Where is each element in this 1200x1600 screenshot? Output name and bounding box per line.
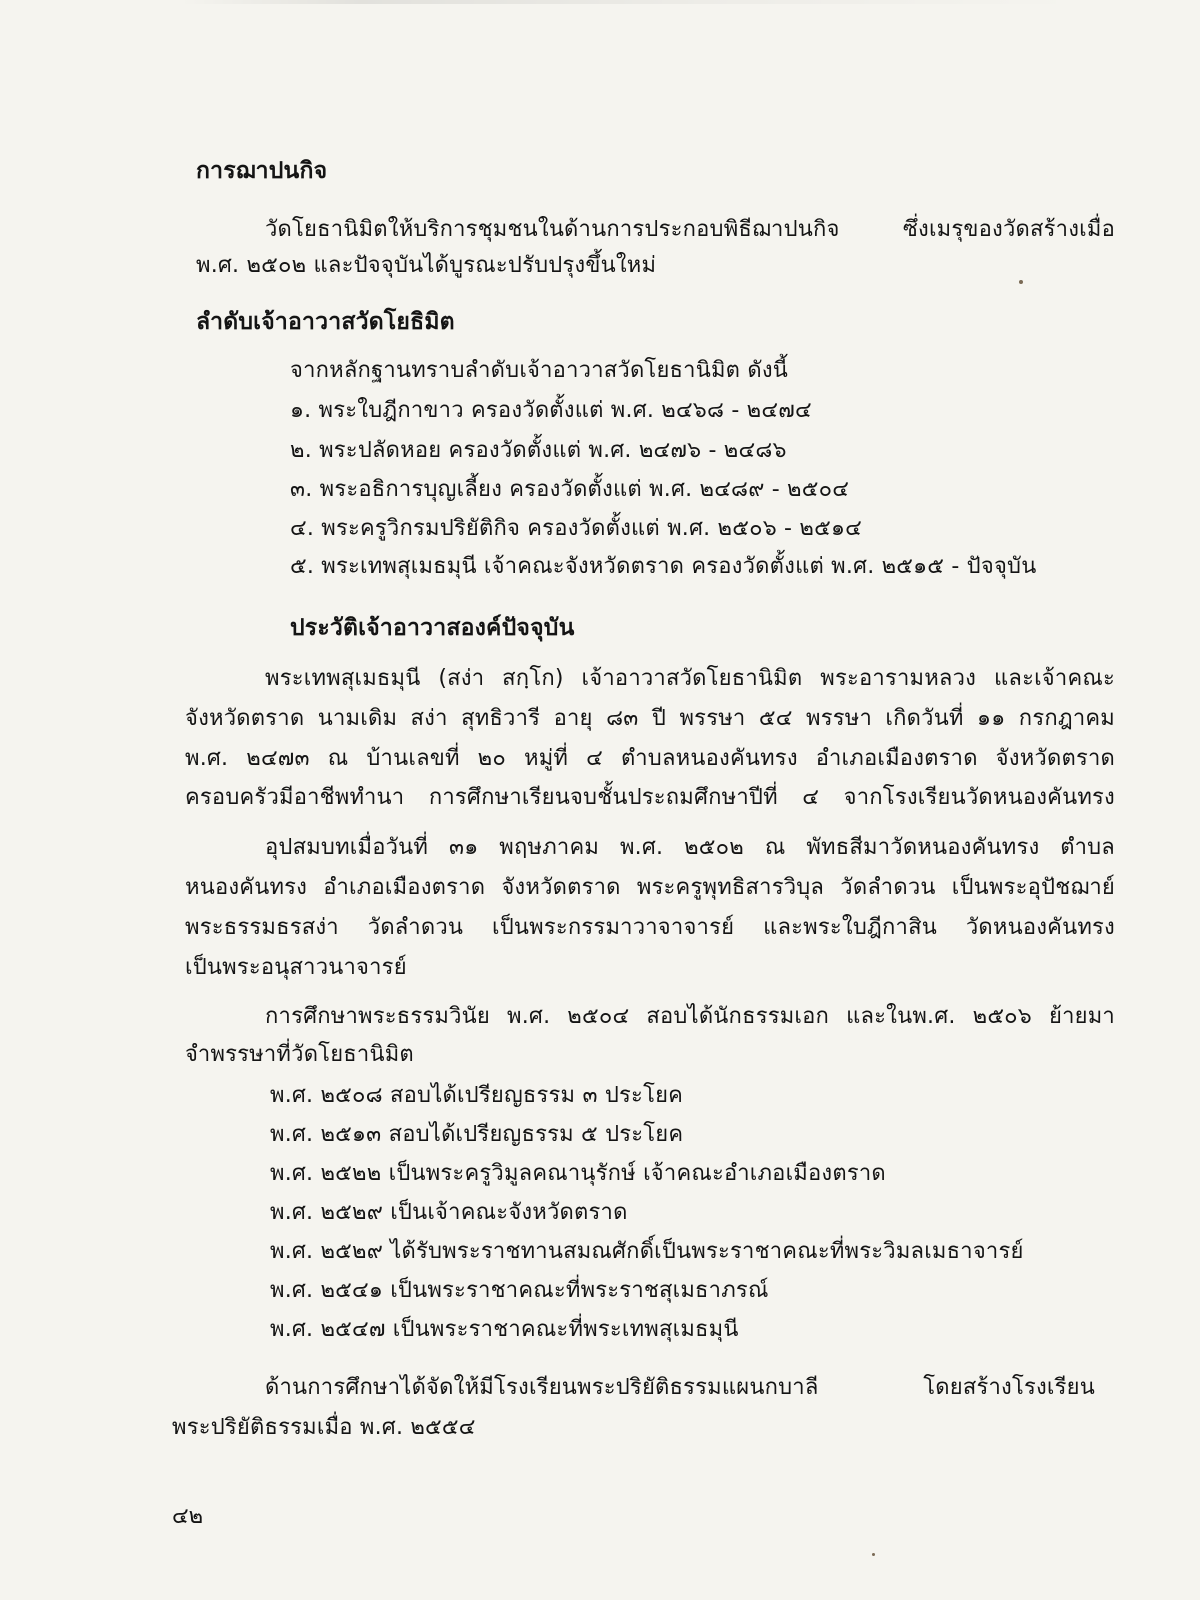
ordination-paragraph-line: หนองคันทรง อำเภอเมืองตราด จังหวัดตราด พระครูพุทธิสารวิบุล วัดลำดวน เป็นพระอุปัชฌาย์ [185, 875, 1115, 900]
abbot-list-item: ๒. พระปลัดหอย ครองวัดตั้งแต่ พ.ศ. ๒๔๗๖ - ๒๔๘๖ [290, 438, 787, 463]
heading-current-abbot: ประวัติเจ้าอาวาสองค์ปัจจุบัน [290, 615, 575, 641]
study-paragraph-line: จำพรรษาที่วัดโยธานิมิต [185, 1042, 414, 1067]
timeline-item: พ.ศ. ๒๕๑๓ สอบได้เปรียญธรรม ๕ ประโยค [270, 1122, 684, 1147]
abbot-list-item: ๓. พระอธิการบุญเลี้ยง ครองวัดตั้งแต่ พ.ศ. ๒๔๘๙ - ๒๕๐๔ [290, 477, 850, 502]
bio-paragraph-line: จังหวัดตราด นามเดิม สง่า สุทธิวารี อายุ ๘๓ ปี พรรษา ๕๔ พรรษา เกิดวันที่ ๑๑ กรกฎาคม [185, 706, 1115, 731]
funeral-text-line: วัดโยธานิมิตให้บริการชุมชนในด้านการประกอบพิธีฌาปนกิจ ซึ่งเมรุของวัดสร้างเมื่อ [265, 217, 1115, 242]
education-paragraph-line: พระปริยัติธรรมเมื่อ พ.ศ. ๒๕๕๔ [172, 1415, 476, 1440]
page-number: ๔๒ [172, 1504, 204, 1529]
education-paragraph-line: ด้านการศึกษาได้จัดให้มีโรงเรียนพระปริยัติธรรมแผนกบาลี โดยสร้างโรงเรียน [265, 1375, 1095, 1400]
timeline-item: พ.ศ. ๒๕๐๘ สอบได้เปรียญธรรม ๓ ประโยค [270, 1083, 684, 1108]
timeline-item: พ.ศ. ๒๕๒๙ เป็นเจ้าคณะจังหวัดตราด [270, 1200, 628, 1225]
bio-paragraph-line: พ.ศ. ๒๔๗๓ ณ บ้านเลขที่ ๒๐ หมู่ที่ ๔ ตำบลหนองคันทรง อำเภอเมืองตราด จังหวัดตราด [185, 746, 1115, 771]
study-paragraph-line: การศึกษาพระธรรมวินัย พ.ศ. ๒๕๐๔ สอบได้นักธรรมเอก และในพ.ศ. ๒๕๐๖ ย้ายมา [265, 1004, 1115, 1029]
heading-abbot-list: ลำดับเจ้าอาวาสวัดโยธิมิต [196, 309, 455, 335]
scan-speck [872, 1553, 875, 1556]
ordination-paragraph-line: เป็นพระอนุสาวนาจารย์ [185, 955, 407, 980]
timeline-item: พ.ศ. ๒๕๔๗ เป็นพระราชาคณะที่พระเทพสุเมธมุนี [270, 1317, 739, 1342]
funeral-text-line: พ.ศ. ๒๕๐๒ และปัจจุบันได้บูรณะปรับปรุงขึ้นใหม่ [196, 253, 657, 278]
heading-funeral: การฌาปนกิจ [196, 158, 328, 184]
abbot-list-item: ๕. พระเทพสุเมธมุนี เจ้าคณะจังหวัดตราด ครองวัดตั้งแต่ พ.ศ. ๒๕๑๕ - ปัจจุบัน [290, 554, 1037, 579]
abbot-list-intro: จากหลักฐานทราบลำดับเจ้าอาวาสวัดโยธานิมิต ดังนี้ [290, 358, 789, 383]
bio-paragraph-line: พระเทพสุเมธมุนี (สง่า สกฺโก) เจ้าอาวาสวัดโยธานิมิต พระอารามหลวง และเจ้าคณะ [265, 666, 1115, 691]
scan-edge-mark [180, 0, 1080, 4]
abbot-list-item: ๔. พระครูวิกรมปริยัติกิจ ครองวัดตั้งแต่ พ.ศ. ๒๕๐๖ - ๒๕๑๔ [290, 516, 862, 541]
abbot-list-item: ๑. พระใบฎีกาขาว ครองวัดตั้งแต่ พ.ศ. ๒๔๖๘ - ๒๔๗๔ [290, 398, 812, 423]
timeline-item: พ.ศ. ๒๕๔๑ เป็นพระราชาคณะที่พระราชสุเมธาภรณ์ [270, 1278, 769, 1303]
ordination-paragraph-line: อุปสมบทเมื่อวันที่ ๓๑ พฤษภาคม พ.ศ. ๒๕๐๒ ณ พัทธสีมาวัดหนองคันทรง ตำบล [265, 835, 1115, 860]
bio-paragraph-line: ครอบครัวมีอาชีพทำนา การศึกษาเรียนจบชั้นประถมศึกษาปีที่ ๔ จากโรงเรียนวัดหนองคันทรง [185, 785, 1115, 810]
timeline-item: พ.ศ. ๒๕๒๙ ได้รับพระราชทานสมณศักดิ์เป็นพระราชาคณะที่พระวิมลเมธาจารย์ [270, 1239, 1024, 1264]
scan-speck [1019, 280, 1023, 284]
ordination-paragraph-line: พระธรรมธรสง่า วัดลำดวน เป็นพระกรรมาวาจาจารย์ และพระใบฎีกาสิน วัดหนองคันทรง [185, 915, 1115, 940]
timeline-item: พ.ศ. ๒๕๒๒ เป็นพระครูวิมูลคณานุรักษ์ เจ้าคณะอำเภอเมืองตราด [270, 1161, 886, 1186]
